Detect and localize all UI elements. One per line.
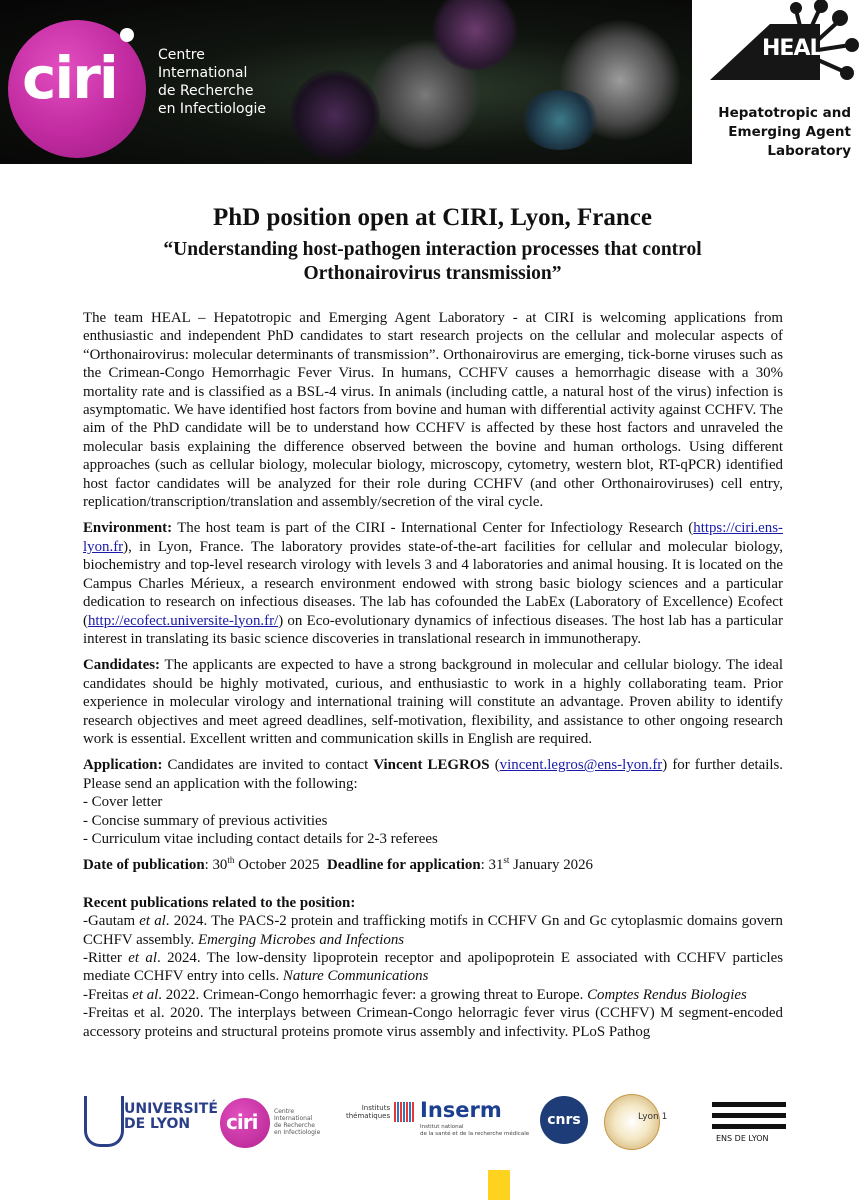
inserm-full-name: Institut national de la santé et de la recherche médicale <box>420 1124 530 1137</box>
contact-email-link[interactable]: vincent.legros@ens-lyon.fr <box>499 757 663 774</box>
publications-section <box>83 894 783 1041</box>
ciri-logo-dot <box>120 28 134 42</box>
ens-logo-mark <box>712 1102 786 1130</box>
universite-de-lyon-lion-icon <box>84 1096 124 1147</box>
instituts-bars-icon <box>394 1102 414 1122</box>
ciri-full-name: Centre International de Recherche en Infectiologie <box>158 47 266 117</box>
candidates-paragraph: Candidates: The applicants are expected to have a strong background in molecular and cellular biology. The ideal candidates should be highly motivated, curious, and enthusiastic to work in a highly collaborating team. Prior experience in molecular virology and international training will constitute an advantage. Proven ability to identify research objectives and meet agreed deadlines, self-motivation, flexibility, and assistance to other ongoing research work is essential. Excellent written and communication skills in English are required. <box>83 657 783 747</box>
application-section <box>83 756 783 848</box>
page-subtitle: “Understanding host-pathogen interaction processes that control Orthonairovirus transmission” <box>163 239 702 284</box>
publication-item: -Gautam et al. 2024. The PACS-2 protein and trafficking motifs in CCHFV Gn and Gc cytoplasmic domains govern CCHFV assembly. Emerging Microbes and Infections <box>83 913 783 948</box>
instituts-thematiques-label: Instituts thématiques <box>346 1104 391 1120</box>
publications-label: Recent publications related to the position: <box>83 894 356 911</box>
dates-line: Date of publication: 30th October 2025 Deadline for application: 31st January 2026 <box>83 855 593 874</box>
heal-logo <box>700 0 865 170</box>
ciri-logo-text: ciri <box>22 44 117 112</box>
environment-paragraph: Environment: The host team is part of the CIRI - International Center for Infectiology Research (https://ciri.ens-lyon.fr), in Lyon, France. The laboratory provides state-of-the-art facilities for cellular and molecular biology, biochemistry and top-level research virology with levels 3 and 4 laboratories and animal housing. It is located on the Campus Charles Mérieux, a research environment endowed with strong basic biology sciences and a particular dedication to research on infectious diseases. The lab has cofounded the LabEx (Laboratory of Excellence) Ecofect (http://ecofect.universite-lyon.fr/) on Eco-evolutionary dynamics of infectious diseases. The host lab has a particular interest in translating its basic science discoveries in translational research in immunotherapy. <box>83 520 783 647</box>
header-banner <box>0 0 692 164</box>
publication-item: -Freitas et al. 2022. Crimean-Congo hemorrhagic fever: a growing threat to Europe. Comptes Rendus Biologies <box>83 986 747 1003</box>
lyon1-logo-text: Lyon 1 <box>638 1112 668 1122</box>
inserm-logo: Inserm <box>420 1098 502 1122</box>
universite-de-lyon-logo: UNIVERSITÉ DE LYON <box>124 1101 218 1132</box>
ciri-website-link[interactable]: https://ciri.ens-lyon.fr <box>83 520 783 555</box>
ciri-small-logo-text: ciri <box>226 1110 258 1134</box>
publication-item: -Ritter et al. 2024. The low-density lipoprotein receptor and apolipoprotein E associated with CCHFV particles mediate CCHFV entry into cells. Nature Communications <box>83 950 783 985</box>
contact-name: Vincent LEGROS <box>373 757 490 774</box>
application-paragraph: Application: Candidates are invited to contact Vincent LEGROS (vincent.legros@ens-lyon.fr) for further details. Please send an application with the following: <box>83 757 783 792</box>
heal-full-name: Hepatotropic and Emerging Agent Laboratory <box>718 105 851 159</box>
page-title: PhD position open at CIRI, Lyon, France <box>213 204 652 231</box>
ciri-small-full-name: Centre International de Recherche en Infectiologie <box>274 1108 321 1136</box>
ens-logo-text: ENS DE LYON <box>716 1134 769 1143</box>
deadline-label: Deadline for application <box>327 857 481 874</box>
candidates-label: Candidates: <box>83 657 160 674</box>
heal-logo-text: HEAL <box>762 36 823 61</box>
intro-paragraph: The team HEAL – Hepatotropic and Emerging Agent Laboratory - at CIRI is welcoming applications from enthusiastic and independent PhD candidates to start research projects on the cellular and molecular aspects of “Orthonairovirus: molecular determinants of transmission”. Orthonairovirus are emerging, tick-borne viruses such as the Crimean-Congo Hemorrhagic Fever Virus. In humans, CCHFV causes a hemorrhagic disease with a 30% mortality rate and is classified as a BSL-4 virus. In animals (including cattle, a natural host of the virus) infection is asymptomatic. We have identified host factors from bovine and human with differential activity against CCHFV. The aim of the PhD candidate will be to understand how CCHFV is affected by these host factors and unraveled the molecular basis explaining the difference observed between the bovine and human orthologs. Using different approaches (such as cellular biology, molecular biology, microscopy, cytometry, western blot, RT-qPCR) identified host factor candidates will be analyzed for their role during CCHFV (and other Orthonairoviruses) cell entry, replication/transcription/translation and assembly/secretion of the viral cycle. <box>83 310 783 511</box>
list-item: - Concise summary of previous activities <box>83 812 328 829</box>
document-body <box>83 309 783 1041</box>
microscopy-image <box>520 90 600 150</box>
lyon1-seal-icon <box>604 1094 660 1150</box>
publication-item: -Freitas et al. 2020. The interplays between Crimean-Congo helorragic fever virus (CCHFV) M segment-encoded accessory proteins and structural proteins promote virus assembly and infectivity. PLoS Pathog <box>83 1005 783 1040</box>
ecofect-link[interactable]: http://ecofect.universite-lyon.fr/ <box>87 612 279 629</box>
yellow-accent <box>488 1170 510 1200</box>
publication-date-label: Date of publication <box>83 857 205 874</box>
list-item: - Cover letter <box>83 794 163 811</box>
partner-logos <box>0 1090 865 1200</box>
application-label: Application: <box>83 757 163 774</box>
cnrs-logo: cnrs <box>540 1096 588 1144</box>
microscopy-image <box>290 70 380 160</box>
list-item: - Curriculum vitae including contact details for 2-3 referees <box>83 830 438 847</box>
environment-label: Environment: <box>83 520 173 537</box>
